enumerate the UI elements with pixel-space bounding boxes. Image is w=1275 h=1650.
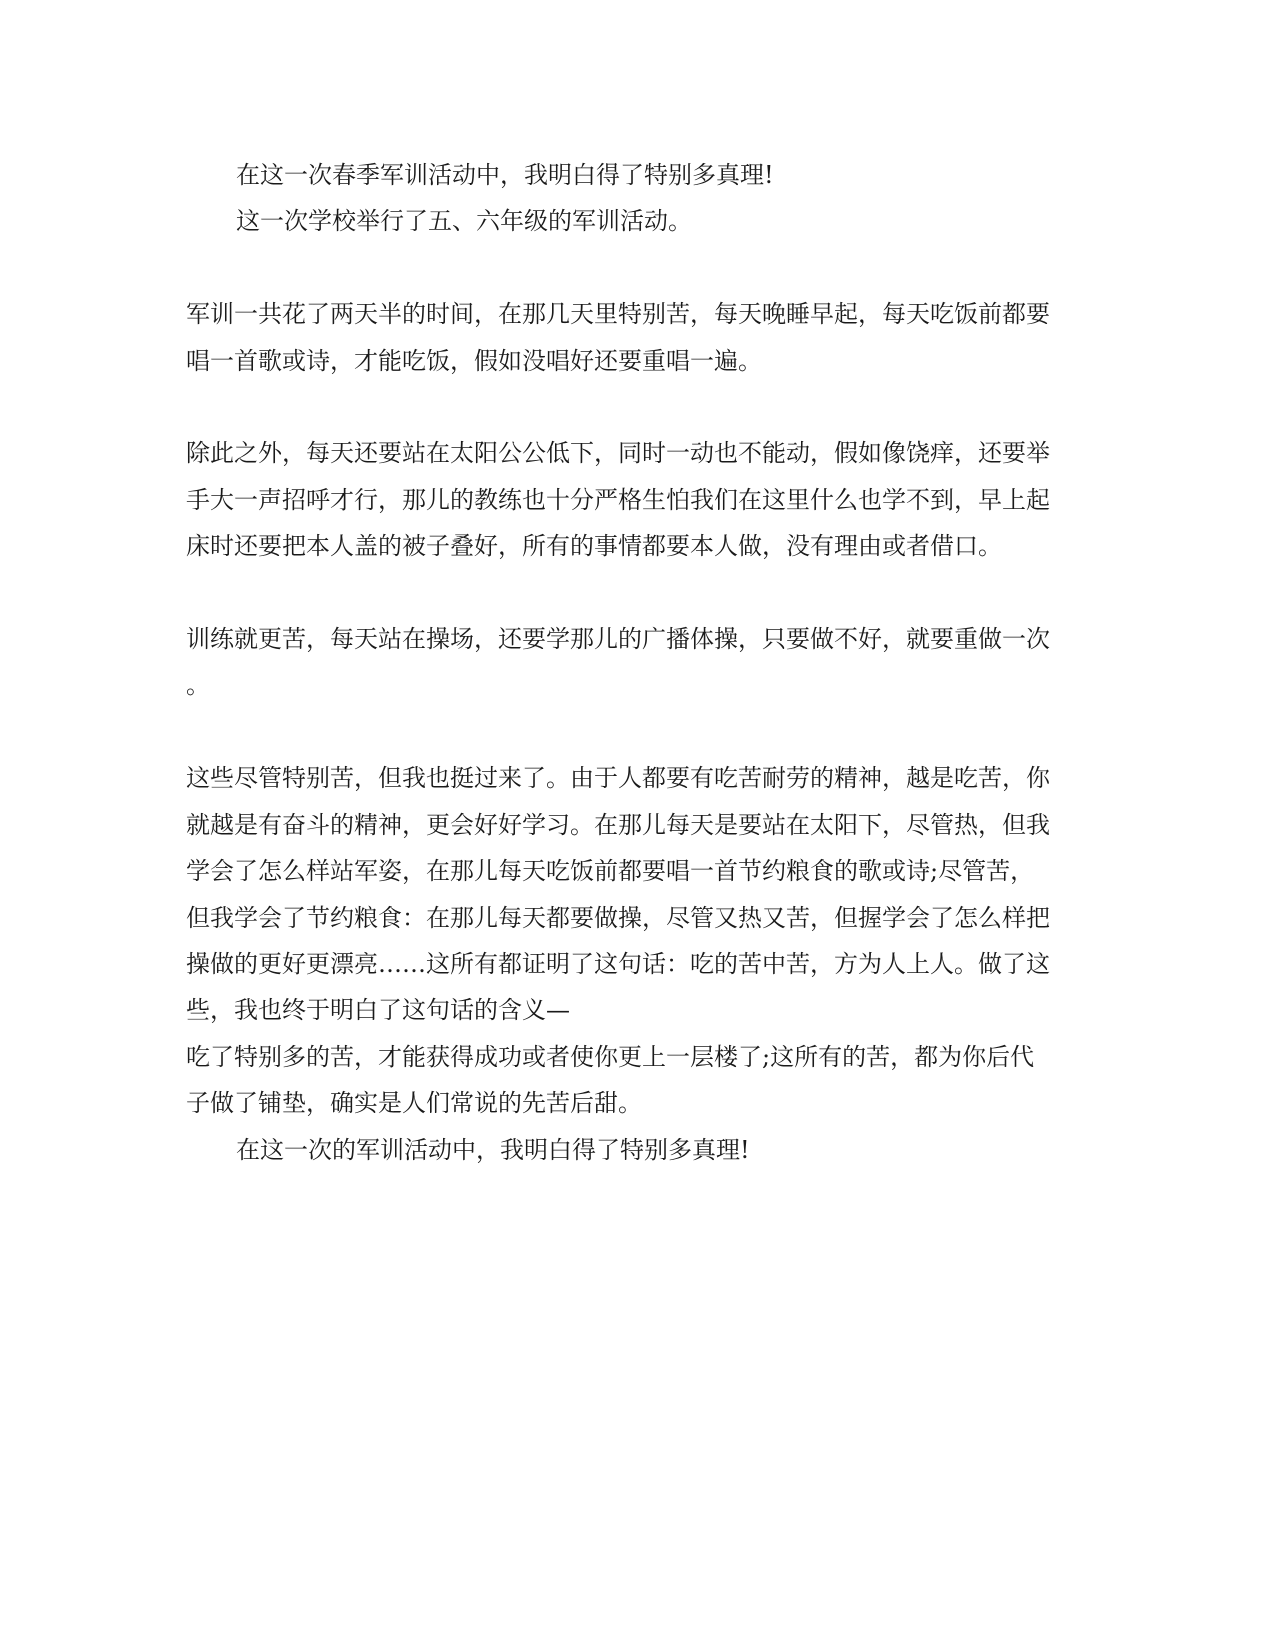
text-line: 军训一共花了两天半的时间，在那几天里特别苦，每天晚睡早起，每天吃饭前都要 — [186, 300, 1050, 328]
text-line: 但我学会了节约粮食：在那儿每天都要做操，尽管又热又苦，但握学会了怎么样把 — [186, 904, 1050, 932]
text-line: 手大一声招呼才行，那儿的教练也十分严格生怕我们在这里什么也学不到，早上起 — [186, 486, 1050, 514]
text-line: 就越是有奋斗的精神，更会好好学习。在那儿每天是要站在太阳下，尽管热，但我 — [186, 811, 1050, 839]
text-line: 在这一次的军训活动中，我明白得了特别多真理! — [236, 1136, 750, 1164]
text-line: 除此之外，每天还要站在太阳公公低下，同时一动也不能动，假如像饶痒，还要举 — [186, 439, 1050, 467]
text-line: 唱一首歌或诗，才能吃饭，假如没唱好还要重唱一遍。 — [186, 347, 762, 375]
text-line: 训练就更苦，每天站在操场，还要学那儿的广播体操，只要做不好，就要重做一次 — [186, 625, 1050, 653]
text-line: 学会了怎么样站军姿，在那儿每天吃饭前都要唱一首节约粮食的歌或诗;尽管苦， — [186, 857, 1035, 885]
text-line: 床时还要把本人盖的被子叠好，所有的事情都要本人做，没有理由或者借口。 — [186, 532, 1002, 560]
text-line: 这一次学校举行了五、六年级的军训活动。 — [236, 207, 692, 235]
text-line: 些，我也终于明白了这句话的含义— — [186, 996, 570, 1024]
text-line: 这些尽管特别苦，但我也挺过来了。由于人都要有吃苦耐劳的精神，越是吃苦，你 — [186, 764, 1050, 792]
text-line: 吃了特别多的苦，才能获得成功或者使你更上一层楼了;这所有的苦，都为你后代 — [186, 1043, 1035, 1071]
text-line: 操做的更好更漂亮……这所有都证明了这句话：吃的苦中苦，方为人上人。做了这 — [186, 950, 1050, 978]
text-line: 在这一次春季军训活动中，我明白得了特别多真理! — [236, 161, 774, 189]
text-line: 。 — [186, 671, 210, 699]
text-line: 子做了铺垫，确实是人们常说的先苦后甜。 — [186, 1089, 642, 1117]
